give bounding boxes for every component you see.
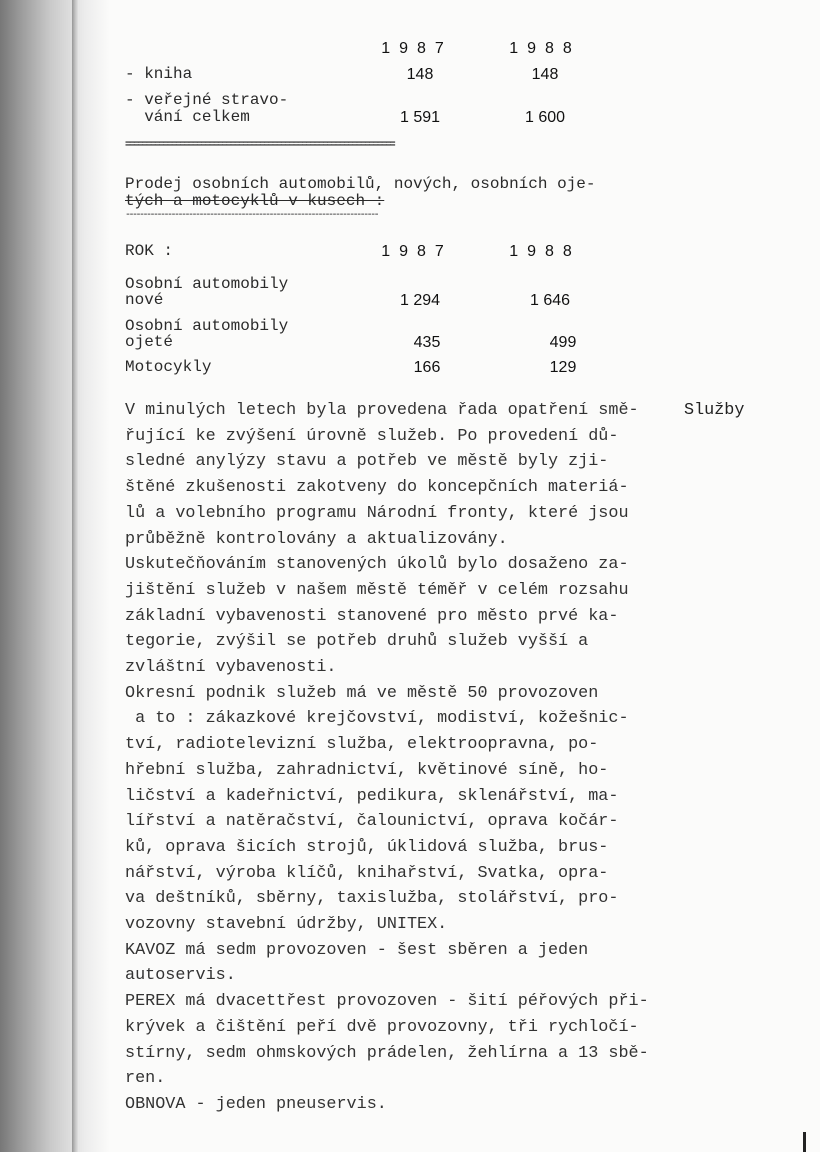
t2-ojete-1988: 499 — [549, 334, 577, 351]
t2-nove-1987: 1 294 — [399, 292, 441, 309]
t1-row-stravovani-label-1: - veřejné stravo- — [125, 91, 289, 109]
t1-kniha-1988: 148 — [531, 66, 559, 83]
page-binding-shadow — [0, 0, 110, 1152]
t2-row-nove-label-1: Osobní automobily — [125, 275, 289, 293]
t2-row-nove-label-2: nové — [125, 291, 164, 309]
t1-stravovani-1987: 1 591 — [399, 109, 441, 126]
t2-rule: ------------------------------------------------------------------------ — [125, 210, 378, 221]
page-spine — [72, 0, 78, 1152]
body-line: jištění služeb v našem městě téměř v celém rozsahu — [125, 580, 629, 600]
body-line: řující ke zvýšení úrovně služeb. Po provedení dů- — [125, 426, 619, 446]
t1-year-1987: 1987 — [381, 40, 453, 57]
t1-stravovani-1988: 1 600 — [524, 109, 566, 126]
body-line: va deštníků, sběrny, taxislužba, stolářství, pro- — [125, 889, 619, 909]
body-line: hřební služba, zahradnictví, květinové síně, ho- — [125, 760, 609, 780]
t1-row-kniha-label: - kniha — [125, 65, 193, 83]
body-line: lů a volebního programu Národní fronty, které jsou — [125, 503, 629, 523]
body-line: základní vybavenosti stanovené pro město prvé ka- — [125, 606, 619, 626]
body-line: PEREX má dvacettřest provozoven - šití péřových při- — [125, 992, 649, 1012]
t1-kniha-1987: 148 — [406, 66, 434, 83]
t2-header-label: ROK : — [125, 242, 174, 260]
side-heading: Služby — [684, 401, 745, 420]
body-line: stírny, sedm ohmskových prádelen, žehlírna a 13 sbě- — [125, 1043, 649, 1063]
body-line: autoservis. — [125, 966, 236, 986]
t2-row-ojete-label-2: ojeté — [125, 333, 174, 351]
page-edge-mark — [803, 1132, 806, 1152]
t2-title-line-1: Prodej osobních automobilů, nových, osobních oje- — [125, 175, 596, 193]
t2-motocykly-1987: 166 — [413, 359, 441, 376]
body-line: a to : zákazkové krejčovství, modiství, kožešnic- — [125, 709, 629, 729]
body-line: lířství a natěračství, čalounictví, oprava kočár- — [125, 812, 619, 832]
t2-title-line-2: tých a motocyklů v kusech : — [125, 192, 385, 210]
body-line: průběžně kontrolovány a aktualizovány. — [125, 529, 508, 549]
t2-row-ojete-label-1: Osobní automobily — [125, 317, 289, 335]
body-line: ků, oprava šicích strojů, úklidová služba, brus- — [125, 837, 609, 857]
body-line: ličství a kadeřnictví, pedikura, sklenářství, ma- — [125, 786, 619, 806]
body-line: Uskutečňováním stanovených úkolů bylo dosaženo za- — [125, 555, 629, 575]
body-line: krývek a čištění peří dvě provozovny, tři rychločí- — [125, 1017, 639, 1037]
t1-row-stravovani-label-2: vání celkem — [125, 108, 250, 126]
t2-nove-1988: 1 646 — [529, 292, 571, 309]
t2-year-1987: 1987 — [381, 243, 453, 260]
t2-year-1988: 1988 — [509, 243, 581, 260]
body-line: OBNOVA - jeden pneuservis. — [125, 1094, 387, 1114]
body-line: vozovny stavební údržby, UNITEX. — [125, 915, 448, 935]
t1-year-1988: 1988 — [509, 40, 581, 57]
body-text — [125, 398, 649, 1118]
t2-ojete-1987: 435 — [413, 334, 441, 351]
t2-motocykly-1988: 129 — [549, 359, 577, 376]
t2-row-motocykly-label: Motocykly — [125, 358, 212, 376]
body-line: nářství, výroba klíčů, knihařství, Svatka, opra- — [125, 863, 609, 883]
body-line: ren. — [125, 1069, 166, 1089]
body-line: zvláštní vybavenosti. — [125, 658, 337, 678]
t1-separator: ================================================================ — [125, 140, 394, 151]
body-line: tegorie, zvýšil se potřeb druhů služeb vyšší a — [125, 632, 589, 652]
body-line: V minulých letech byla provedena řada opatření smě- — [125, 401, 639, 420]
body-line: tví, radiotelevizní služba, elektroopravna, po- — [125, 735, 599, 755]
body-line: KAVOZ má sedm provozoven - šest sběren a jeden — [125, 940, 589, 960]
body-line: sledné anylýzy stavu a potřeb ve městě byly zji- — [125, 452, 609, 472]
body-line: štěné zkušenosti zakotveny do koncepčních materiá- — [125, 478, 629, 498]
body-line: Okresní podnik služeb má ve městě 50 provozoven — [125, 683, 599, 703]
